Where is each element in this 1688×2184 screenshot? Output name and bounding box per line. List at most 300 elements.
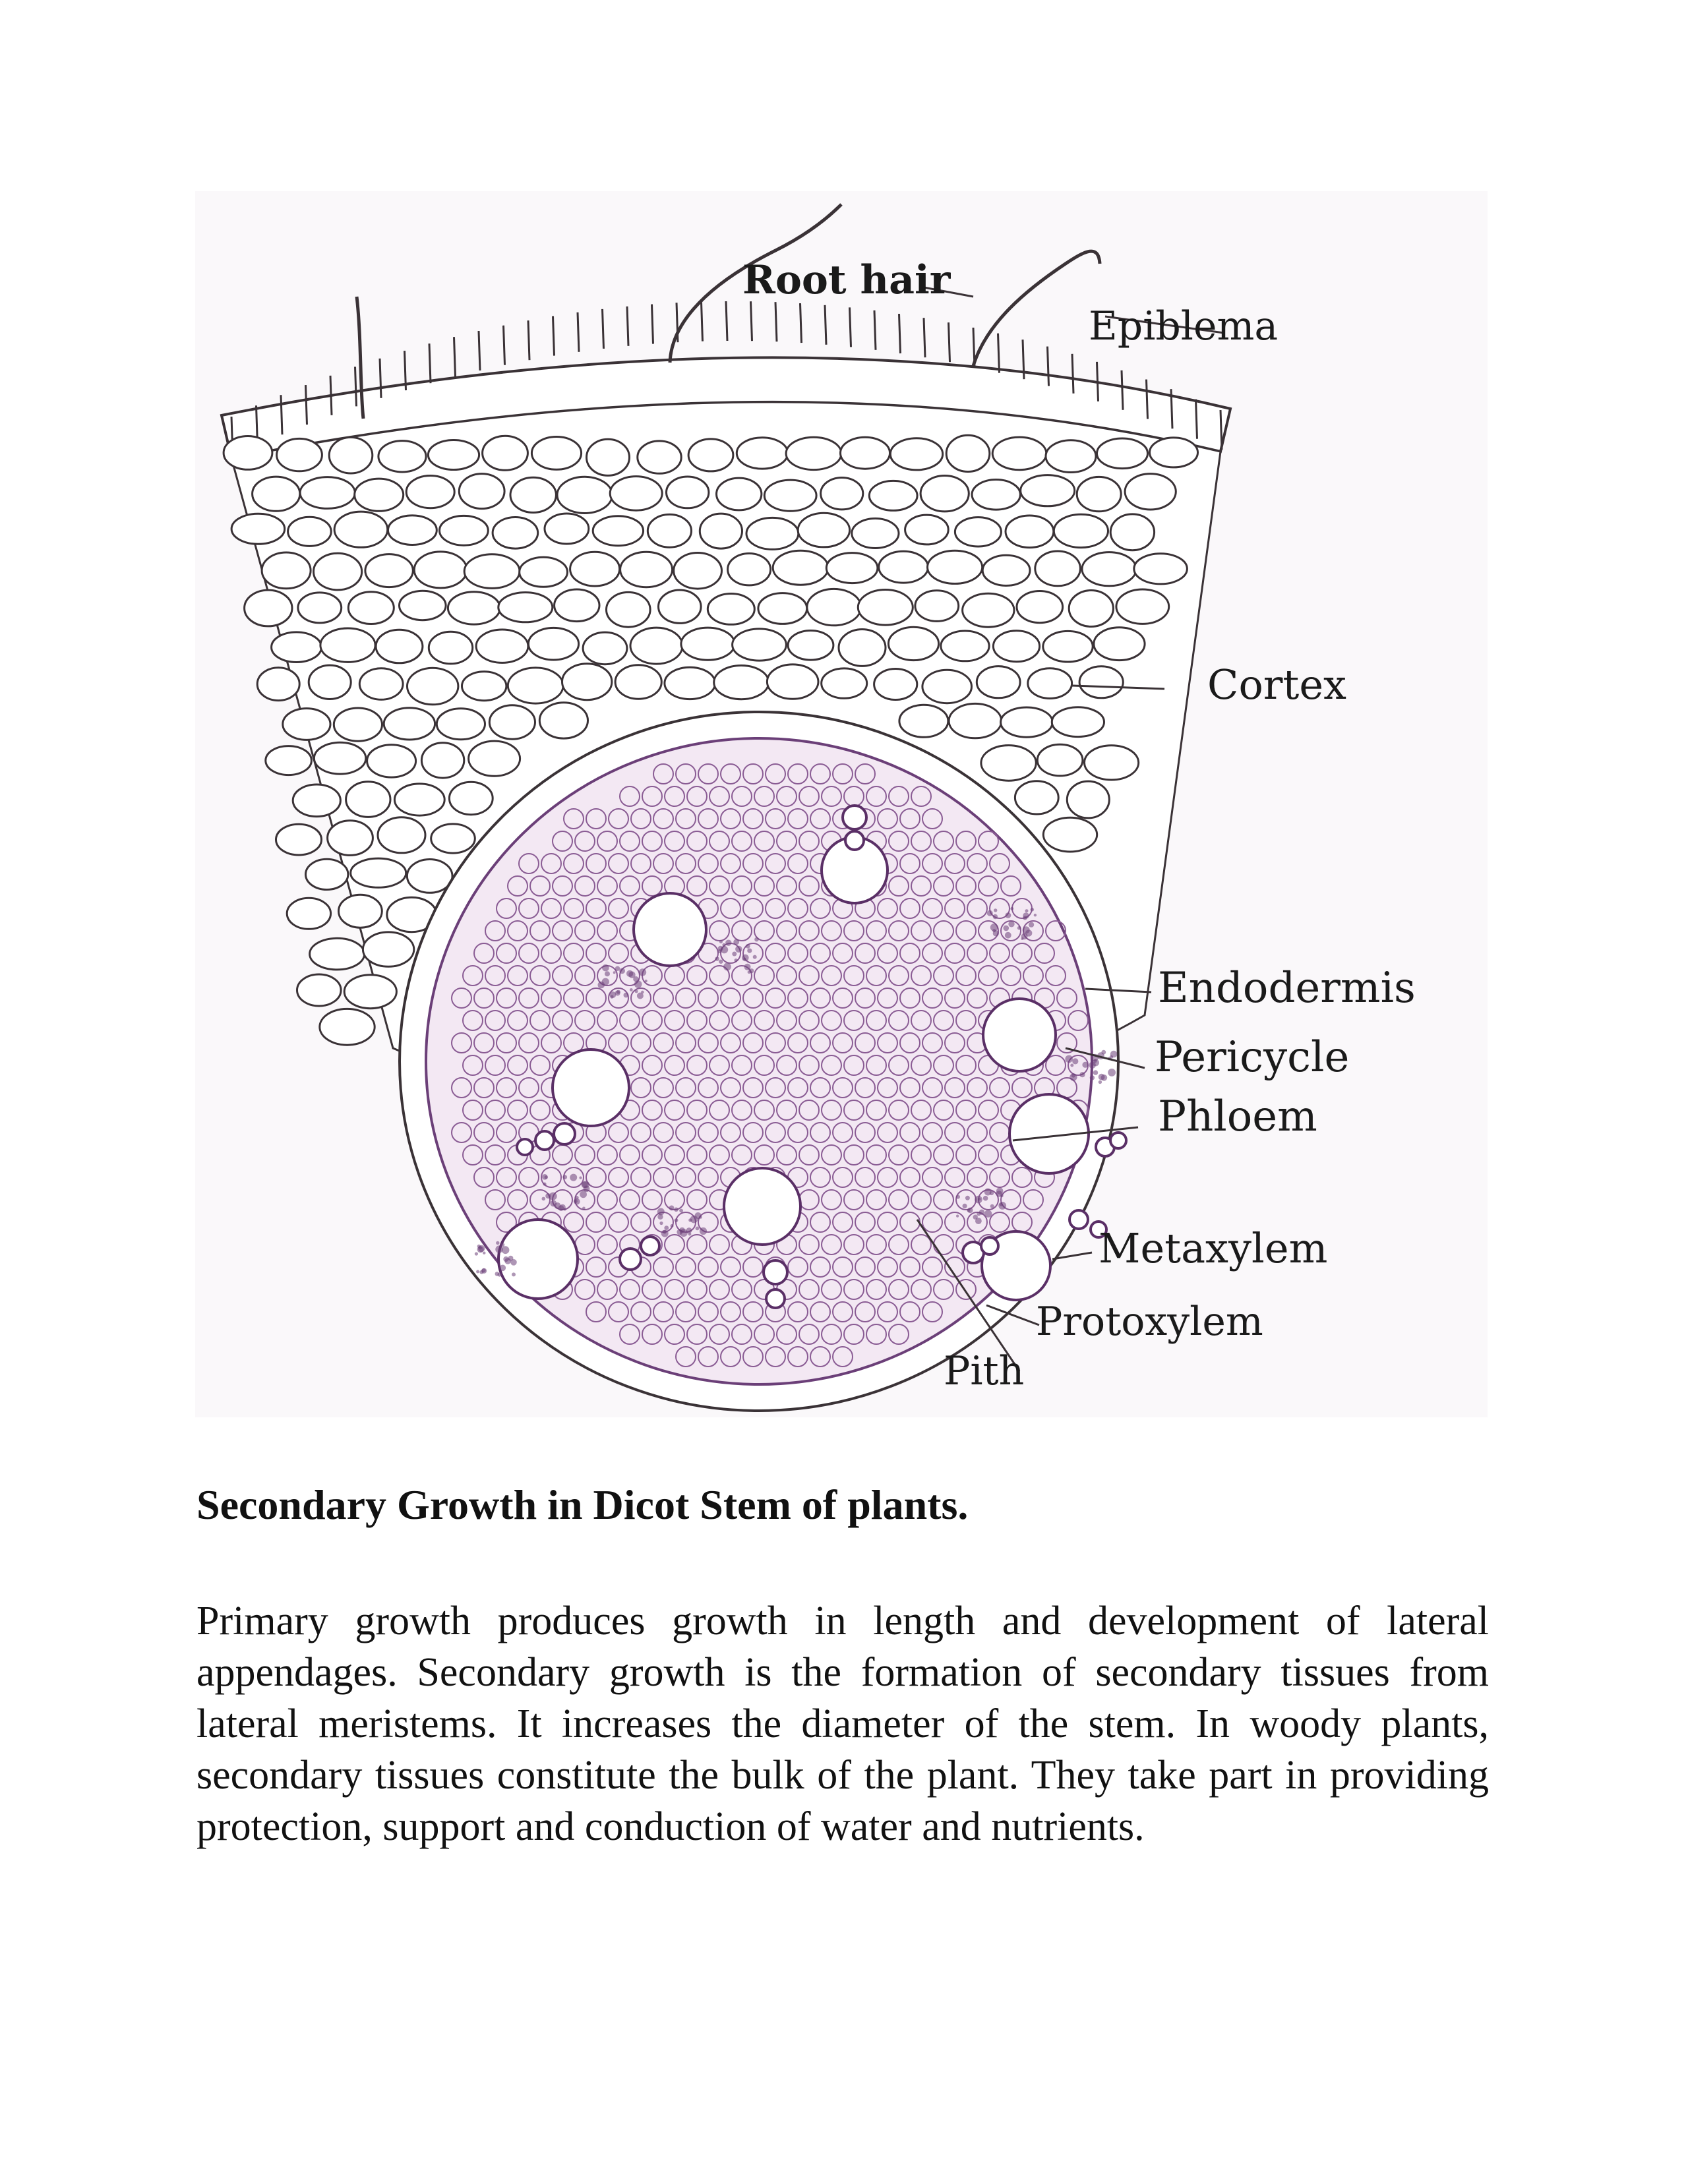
cortex-cell — [520, 557, 568, 587]
phloem-cell — [998, 1202, 1006, 1210]
epiblema-cell-wall — [775, 302, 777, 341]
cortex-cell — [545, 514, 589, 544]
phloem-cell — [686, 1227, 692, 1233]
phloem-cell — [963, 1204, 967, 1208]
cortex-cell — [1015, 781, 1058, 814]
epiblema-cell-wall — [281, 395, 282, 434]
phloem-cell — [993, 930, 999, 936]
cortex-cell — [1094, 628, 1145, 661]
cortex-cell — [852, 519, 899, 548]
cortex-cell — [300, 477, 355, 509]
epiblema-cell-wall — [355, 367, 357, 406]
phloem-cell — [645, 980, 648, 982]
cortex-cell — [737, 438, 787, 469]
label-protoxylem: Protoxylem — [1036, 1299, 1263, 1345]
phloem-cell — [562, 1175, 567, 1179]
cortex-cell — [665, 667, 715, 699]
cortex-cell — [733, 629, 787, 661]
phloem-cell — [512, 1272, 516, 1276]
cortex-cell — [821, 478, 863, 510]
cortex-cell — [949, 703, 1002, 738]
phloem-cell — [602, 978, 609, 986]
cortex-cell — [1052, 707, 1104, 737]
cortex-cell — [992, 437, 1046, 470]
protoxylem-vessel — [641, 1237, 659, 1255]
cortex-cell — [378, 817, 425, 853]
cortex-cell — [822, 668, 867, 698]
phloem-cell — [630, 988, 633, 991]
phloem-cell — [718, 946, 723, 951]
phloem-cell — [675, 1218, 678, 1222]
cortex-cell — [328, 821, 373, 856]
epiblema-cell-wall — [1221, 410, 1222, 450]
phloem-cell — [984, 1189, 992, 1196]
phloem-cell — [475, 1252, 478, 1255]
cortex-cell — [593, 516, 643, 546]
cortex-cell — [874, 669, 917, 700]
cortex-cell — [498, 593, 553, 622]
phloem-cell — [1099, 1074, 1105, 1080]
cortex-cell — [899, 705, 948, 737]
phloem-cell — [994, 908, 997, 912]
phloem-cell — [615, 991, 620, 996]
metaxylem-vessel — [634, 893, 706, 966]
cortex-cell — [786, 437, 841, 469]
epiblema-cell-wall — [578, 312, 579, 352]
protoxylem-vessel — [535, 1131, 554, 1150]
protoxylem-vessel — [845, 831, 864, 850]
cortex-cell — [346, 782, 390, 817]
phloem-cell — [550, 1200, 557, 1207]
cortex-cell — [1079, 666, 1123, 698]
cortex-cell — [920, 476, 969, 512]
phloem-cell — [615, 966, 620, 971]
cortex-cell — [1110, 514, 1154, 550]
epiblema-cell-wall — [627, 307, 628, 346]
epiblema-cell-wall — [553, 316, 555, 356]
phloem-cell — [613, 971, 616, 974]
cortex-cell — [788, 631, 833, 661]
cortex-cell — [1085, 746, 1139, 780]
epiblema-cell-wall — [899, 314, 901, 353]
stele — [400, 712, 1126, 1411]
cortex-cell — [276, 824, 322, 855]
cortex-cell — [355, 479, 404, 511]
epiblema-cell-wall — [479, 331, 480, 370]
phloem-cell — [700, 1227, 707, 1235]
cortex-cell — [277, 438, 322, 471]
cortex-cell — [262, 552, 311, 589]
phloem-cell — [1031, 908, 1035, 912]
phloem-cell — [978, 1198, 980, 1200]
cortex-cell — [1077, 477, 1121, 511]
cortex-cell — [839, 630, 886, 666]
cortex-cell — [1021, 475, 1075, 506]
cortex-cell — [858, 590, 913, 626]
cortex-cell — [1046, 440, 1096, 473]
cortex-cell — [826, 553, 878, 583]
phloem-cell — [545, 1193, 551, 1198]
metaxylem-vessel — [724, 1168, 800, 1245]
cortex-cell — [1006, 516, 1054, 548]
epiblema-cell-wall — [652, 305, 653, 344]
epiblema-cell-wall — [800, 303, 802, 343]
phloem-cell — [639, 968, 646, 976]
phloem-cell — [722, 943, 725, 947]
cortex-cell — [359, 668, 403, 700]
protoxylem-vessel — [517, 1139, 533, 1155]
phloem-cell — [744, 964, 751, 970]
phloem-cell — [671, 1224, 674, 1227]
cortex-cell — [1054, 514, 1108, 547]
epiblema-cell-wall — [751, 301, 752, 341]
cortex-cell — [329, 437, 373, 473]
phloem-cell — [696, 1227, 700, 1231]
cortex-cell — [714, 666, 769, 699]
phloem-cell — [633, 976, 638, 982]
phloem-cell — [502, 1246, 510, 1254]
phloem-cell — [975, 1218, 982, 1224]
cortex-cell — [334, 512, 388, 547]
cortex-cell — [508, 668, 563, 703]
cortex-cell — [298, 593, 342, 623]
phloem-cell — [1008, 921, 1014, 927]
phloem-cell — [1004, 926, 1010, 931]
cortex-cell — [400, 591, 446, 620]
protoxylem-vessel — [766, 1289, 785, 1308]
phloem-cell — [481, 1268, 487, 1274]
phloem-cell — [635, 989, 638, 993]
body-paragraph: Primary growth produces growth in length and development of lateral appendages. Secondary growth is the formation of secondary tissues from lateral meristems. It increases the diameter of the stem. In woody plants, secondary tissues constitute the bulk of the plant. They take part in providing protection, support and conduction of water and nutrients. — [196, 1599, 1489, 1849]
phloem-cell — [1034, 914, 1037, 916]
cortex-cell — [915, 591, 959, 622]
cortex-cell — [449, 782, 493, 814]
cortex-cell — [941, 631, 989, 661]
cortex-cell — [688, 439, 733, 471]
cortex-cell — [528, 628, 578, 660]
cortex-cell — [977, 666, 1020, 698]
cortex-cell — [1125, 474, 1176, 510]
cortex-cell — [1097, 438, 1148, 469]
phloem-cell — [626, 970, 633, 977]
phloem-cell — [747, 949, 752, 953]
phloem-cell — [495, 1272, 500, 1276]
cortex-cell — [384, 708, 435, 740]
protoxylem-vessel — [843, 806, 866, 829]
epiblema-cell-wall — [1122, 370, 1123, 410]
cortex-cell — [339, 895, 382, 928]
cortex-cell — [288, 517, 332, 546]
cortex-cell — [1082, 552, 1136, 586]
cortex-cell — [266, 746, 312, 775]
cortex-cell — [440, 516, 489, 545]
cortex-cell — [982, 555, 1030, 585]
cortex-cell — [293, 784, 340, 817]
cortex-cell — [431, 824, 475, 853]
cortex-cell — [314, 742, 365, 774]
phloem-cell — [624, 993, 629, 998]
phloem-cell — [753, 955, 757, 959]
cortex-cell — [309, 665, 351, 699]
cortex-cell — [648, 514, 691, 547]
phloem-cell — [582, 1181, 588, 1188]
epiblema-cell-wall — [528, 320, 529, 360]
cortex-cell — [1035, 551, 1081, 586]
epiblema-cell-wall — [1048, 347, 1049, 386]
phloem-cell — [1023, 916, 1027, 920]
section-heading: Secondary Growth in Dicot Stem of plants. — [196, 1481, 969, 1528]
phloem-cell — [1070, 1064, 1073, 1067]
protoxylem-vessel — [764, 1260, 787, 1284]
phloem-cell — [1082, 1062, 1088, 1068]
phloem-cell — [956, 1195, 960, 1199]
phloem-cell — [1025, 930, 1032, 936]
phloem-cell — [1065, 1055, 1073, 1063]
cortex-cell — [888, 627, 938, 660]
cortex-cell — [922, 670, 972, 703]
phloem-cell — [542, 1197, 546, 1201]
metaxylem-vessel — [553, 1049, 629, 1126]
cortex-cell — [557, 477, 612, 513]
cortex-cell — [257, 668, 299, 701]
cortex-cell — [1017, 591, 1063, 623]
cortex-cell — [245, 590, 292, 626]
cortex-cell — [562, 664, 612, 700]
protoxylem-vessel — [554, 1123, 575, 1144]
phloem-cell — [984, 1210, 992, 1217]
phloem-cell — [1029, 922, 1034, 928]
phloem-cell — [674, 1208, 678, 1212]
cortex-cell — [728, 554, 771, 585]
epiblema-cell-wall — [825, 305, 826, 345]
phloem-cell — [543, 1183, 546, 1186]
cortex-cell — [767, 664, 818, 699]
phloem-cell — [993, 914, 998, 919]
cortex-cell — [610, 477, 662, 511]
cortex-cell — [993, 631, 1039, 662]
cortex-cell — [555, 589, 599, 622]
epiblema-cell-wall — [1072, 354, 1073, 394]
phloem-cell — [977, 1212, 980, 1216]
cortex-cell — [483, 436, 528, 470]
cortex-cell — [1001, 707, 1053, 737]
phloem-cell — [719, 940, 723, 943]
phloem-cell — [1021, 937, 1023, 940]
cortex-cell — [746, 517, 799, 549]
epiblema-cell-wall — [330, 376, 332, 415]
phloem-cell — [503, 1256, 508, 1262]
cortex-cell — [972, 480, 1020, 510]
cortex-cell — [464, 554, 520, 589]
phloem-cell — [1099, 1080, 1102, 1084]
cortex-cell — [620, 552, 673, 587]
cortex-cell — [607, 592, 651, 627]
cortex-cell — [841, 437, 890, 469]
phloem-cell — [735, 959, 738, 962]
phloem-cell — [754, 937, 759, 942]
cortex-cell — [1028, 668, 1072, 699]
phloem-cell — [1005, 932, 1011, 939]
phloem-cell — [746, 944, 750, 949]
cortex-cell — [1134, 554, 1188, 584]
cortex-cell — [493, 517, 538, 549]
phloem-cell — [1110, 1055, 1113, 1059]
cortex-cell — [297, 974, 342, 1006]
phloem-cell — [996, 1191, 1002, 1197]
label-phloem: Phloem — [1158, 1092, 1317, 1141]
cortex-cell — [388, 516, 437, 545]
phloem-cell — [669, 1206, 675, 1211]
cortex-cell — [489, 705, 535, 739]
phloem-cell — [1070, 1073, 1077, 1080]
cortex-cell — [667, 477, 709, 508]
cortex-cell — [583, 632, 627, 664]
cortex-cell — [981, 746, 1036, 781]
label-metaxylem: Metaxylem — [1099, 1224, 1328, 1272]
cortex-cell — [1067, 781, 1109, 818]
epiblema-cell-wall — [1196, 399, 1197, 439]
cortex-cell — [708, 594, 754, 625]
cortex-cell — [283, 709, 330, 740]
cortex-cell — [253, 477, 300, 511]
epiblema-cell-wall — [306, 385, 307, 425]
phloem-cell — [478, 1245, 485, 1252]
phloem-cell — [574, 1199, 578, 1203]
cortex-cell — [905, 515, 949, 545]
phloem-cell — [1108, 1069, 1116, 1077]
phloem-cell — [733, 939, 739, 945]
cortex-cell — [351, 858, 406, 887]
epiblema-cell-wall — [380, 359, 381, 398]
cortex-cell — [510, 477, 556, 512]
phloem-cell — [1010, 907, 1013, 910]
cortex-cell — [378, 441, 426, 472]
cortex-cell — [946, 435, 990, 471]
epiblema-cell-wall — [1097, 362, 1099, 401]
cortex-cell — [348, 592, 394, 624]
phloem-cell — [967, 1208, 970, 1212]
cortex-cell — [407, 668, 458, 705]
epiblema-cell-wall — [1147, 380, 1148, 419]
cortex-cell — [365, 554, 413, 587]
cortex-cell — [376, 630, 423, 663]
phloem-cell — [545, 1175, 548, 1179]
protoxylem-vessel — [620, 1249, 641, 1270]
phloem-cell — [580, 1191, 587, 1198]
phloem-cell — [500, 1265, 506, 1272]
epiblema-cell-wall — [454, 337, 456, 376]
cortex-cell — [334, 708, 382, 741]
phloem-cell — [582, 1207, 586, 1210]
epiblema-cell-wall — [726, 301, 727, 341]
phloem-cell — [661, 1230, 669, 1237]
cortex-cell — [798, 513, 849, 547]
cortex-cell — [414, 552, 467, 588]
protoxylem-vessel — [1070, 1210, 1088, 1229]
phloem-cell — [956, 1215, 959, 1218]
cortex-cell — [587, 439, 630, 475]
label-pith: Pith — [944, 1348, 1025, 1394]
cortex-cell — [1043, 631, 1093, 662]
phloem-cell — [619, 968, 625, 974]
phloem-cell — [483, 1252, 485, 1254]
cortex-cell — [314, 553, 362, 590]
epiblema-cell-wall — [1171, 389, 1172, 428]
phloem-cell — [1017, 926, 1021, 930]
protoxylem-vessel — [981, 1237, 998, 1254]
label-pericycle: Pericycle — [1155, 1033, 1350, 1082]
cortex-cell — [659, 590, 702, 623]
phloem-cell — [990, 1204, 994, 1208]
phloem-cell — [1093, 1070, 1098, 1075]
cortex-cell — [539, 703, 588, 738]
phloem-cell — [570, 1174, 577, 1181]
epiblema-cell-wall — [603, 309, 604, 349]
cortex-cell — [764, 480, 816, 511]
root-cross-section-figure — [195, 191, 1488, 1417]
phloem-cell — [605, 971, 610, 976]
cortex-cell — [1043, 817, 1097, 852]
epiblema-cell-wall — [504, 326, 505, 365]
phloem-cell — [965, 1196, 970, 1200]
cortex-cell — [879, 551, 928, 583]
cortex-cell — [287, 898, 330, 929]
cortex-cell — [476, 630, 528, 663]
phloem-cell — [723, 963, 731, 971]
cortex-cell — [1037, 744, 1083, 776]
cortex-cell — [437, 709, 485, 740]
epiblema-cell-wall — [702, 302, 703, 341]
cortex-cell — [674, 553, 722, 589]
cortex-cell — [231, 514, 285, 544]
phloem-cell — [725, 940, 731, 946]
epiblema-cell-wall — [924, 318, 925, 357]
phloem-cell — [1006, 912, 1011, 918]
cortex-cell — [615, 665, 661, 699]
cortex-cell — [429, 632, 472, 664]
cortex-cell — [394, 784, 444, 815]
phloem-cell — [1090, 1075, 1095, 1080]
cortex-cell — [638, 441, 681, 473]
cortex-cell — [717, 478, 762, 510]
phloem-cell — [983, 1196, 988, 1201]
cortex-cell — [890, 438, 942, 470]
phloem-cell — [602, 964, 609, 972]
label-root-hair: Root hair — [742, 257, 951, 303]
label-epiblema: Epiblema — [1089, 303, 1279, 349]
phloem-cell — [579, 1177, 582, 1179]
epiblema-cell-wall — [850, 307, 851, 347]
cortex-cell — [469, 741, 520, 776]
cortex-cell — [955, 517, 1001, 546]
phloem-cell — [743, 958, 746, 960]
protoxylem-vessel — [1110, 1133, 1126, 1148]
cortex-cell — [310, 938, 365, 970]
phloem-cell — [1079, 1072, 1085, 1077]
phloem-cell — [664, 1225, 669, 1230]
phloem-cell — [719, 960, 723, 964]
cortex-cell — [320, 1009, 375, 1045]
phloem-cell — [1025, 909, 1029, 912]
cortex-cell — [700, 514, 742, 548]
label-endodermis: Endodermis — [1158, 964, 1416, 1013]
epiblema-cell-wall — [429, 343, 431, 383]
cortex-cell — [272, 632, 322, 663]
cortex-cell — [448, 592, 500, 624]
phloem-cell — [679, 1209, 683, 1213]
phloem-cell — [659, 1222, 663, 1225]
phloem-cell — [657, 1208, 665, 1216]
